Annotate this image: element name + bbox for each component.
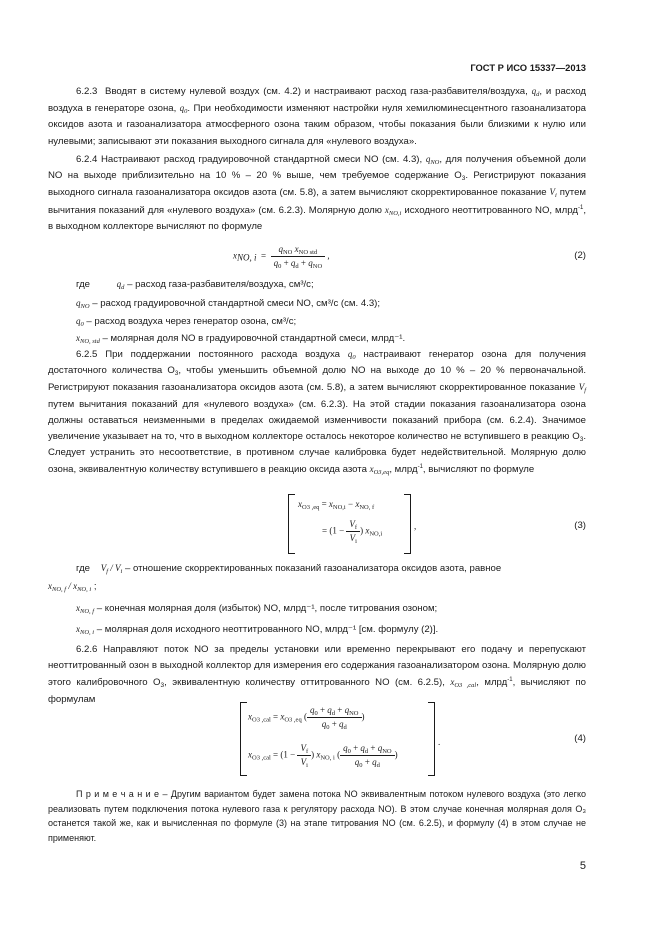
paragraph-6-2-5: 6.2.5 При поддержании постоянного расхода воздуха $q_0$ настраивают генератор озона для получения достаточного количества $O_3$, чтобы уменьшить объемной долю NO на выходе до 10 % – 20 % первоначальной. Регистрируют показания газоанализатора оксидов азота (см. 5.8), а затем вычисляют скорректированное показание $V_f$ путем вычитания показаний для «нулевого воздуха» (см. 6.2.3). На этой стадии показания газоанализатора озона должны оставаться неизменными в пределах ожидаемой изменчивости показаний прибора (см. 6.2.4). Значимое увеличение указывает на то, что в выходном коллекторе осталось некоторое количество не вступившего в реакцию $O_3$. Следует устранить это несоответствие, в противном случае калибровка будет недействительной. Молярную долю озона, эквивалентную количеству вступившего в реакцию оксида азота $x_{O3,eq}$, млрд$^{-1}$, вычисляют по формуле bbox=[48, 349, 587, 477]
formula-4-right-brace bbox=[428, 702, 435, 776]
note bbox=[48, 787, 586, 845]
legend-2-row-2: $q_{NO}$ – расход градуировочной стандартной смеси NO, см³/с (см. 4.3); bbox=[76, 298, 381, 310]
legend-2-row-1: где $q_d$ – расход газа-разбавителя/воздуха, см³/с; bbox=[76, 279, 314, 291]
legend-3-row-1-cont: $x_{NO, f} / x_{NO, i}$ ; bbox=[48, 581, 97, 593]
paragraph-6-2-3: 6.2.3 Вводят в систему нулевой воздух (см. 4.2) и настраивают расход газа-разбавителя/воздуха, $q_d$, и расход воздуха в генераторе озона, $q_0$. При необходимости изменяют настройки нуля хемилюминесцентного газоанализатора оксидов азота и газоанализатора атмосферного озона таким образом, чтобы показания были близкими к нулю или нулевыми; записывают эти показания выходного сигнала для «нулевого воздуха». bbox=[48, 86, 586, 147]
note-label: П р и м е ч а н и е bbox=[76, 789, 160, 799]
legend-3-row-2: $x_{NO, f}$ – конечная молярная доля (избыток) NO, млрд⁻¹, после титрования озоном; bbox=[76, 603, 438, 615]
formula-3-comma: , bbox=[414, 521, 417, 531]
equation-number-4: (4) bbox=[574, 733, 586, 744]
formula-3-right-brace bbox=[404, 494, 411, 554]
page-number: 5 bbox=[579, 860, 586, 872]
equation-number-3: (3) bbox=[574, 520, 586, 531]
legend-3-row-1: где $V_f / V_i$ – отношение скорректированных показаний газоанализатора оксидов азота, равное bbox=[76, 563, 502, 575]
formula-4-left-brace bbox=[240, 702, 247, 776]
formula-3-line-2: = (1 − $\frac{V_f}{V_i}$ ) $x_{NO,i}$ bbox=[322, 519, 383, 545]
note-text: – Другим вариантом будет замена потока NO эквивалентным потоком нулевого воздуха (это легко реализовать путем подключения потока нулевого газа к регулятору расхода NO). В этом случае конечная молярная доля O₃ останется такой же, как и вычисленная по формуле (3) на этапе титрования NO (см. 6.2.5), и формулу (4) в этом случае не применяют. bbox=[48, 789, 586, 843]
formula-4-line-2: $x_{O3 ,cal} = (1$ − $\frac{V_f}{V_i}$ ) $x_{NO, i}$ ( $\frac{q_0 + q_d + q_{NO}}{q_0 + q_d}$ ) bbox=[248, 743, 398, 769]
formula-4-dot: . bbox=[438, 737, 441, 747]
standard-header: ГОСТ Р ИСО 15337—2013 bbox=[470, 62, 586, 73]
paragraph-6-2-6: 6.2.6 Направляют поток NO за пределы установки или временно перекрывают его подачу и перепускают неоттитрованный озон в выходной коллектор для измерения его содержания газоанализатором озона. Молярную долю этого калибровочного $O_3$, эквивалентную количеству оттитрованного NO (см. 6.2.5), $x_{O3 ,cal}$, млрд$^{-1}$, вычисляют по формулам bbox=[48, 644, 586, 705]
equation-number-2: (2) bbox=[574, 250, 586, 261]
formula-4-line-1: $x_{O3 ,cal} = x_{O3 ,eq}$ ( $\frac{q_0 + q_d + q_{NO}}{q_0 + q_d}$ ) bbox=[248, 705, 365, 731]
document-page bbox=[48, 0, 586, 936]
legend-3-row-3: $x_{NO, i}$ – молярная доля исходного неоттитрованного NO, млрд⁻¹ [см. формулу (2)]. bbox=[76, 624, 439, 636]
legend-2-row-4: $x_{NO, std}$ – молярная доля NO в градуировочной стандартной смеси, млрд⁻¹. bbox=[76, 333, 406, 345]
formula-3-left-brace bbox=[288, 494, 295, 554]
formula-3-line-1: $x_{O3 ,eq} = x_{NO,i} - x_{NO, f}$ bbox=[298, 499, 375, 511]
formula-2: $x_{NO, i}$ = $\frac{q_{NO} x_{NO std}}{q_0 + q_d + q_{NO}}$ , bbox=[233, 244, 330, 270]
paragraph-6-2-4: 6.2.4 Настраивают расход градуировочной стандартной смеси NO (см. 4.3), $q_{NO}$, для получения объемной доли NO на выходе приблизительно на 10 % – 20 % выше, чем требуемое содержание $O_3$. Регистрируют показания выходного сигнала газоанализатора оксидов азота (см. 5.8), а затем вычисляют скорректированное показание $V_i$ путем вычитания показаний для «нулевого воздуха» (см. 6.2.3). Молярную долю $x_{NO,i}$ исходного неоттитрованного NO, млрд$^{-1}$, в выходном коллекторе вычисляют по формуле bbox=[48, 154, 587, 232]
legend-2-row-3: $q_0$ – расход воздуха через генератор озона, см³/с; bbox=[76, 316, 297, 328]
